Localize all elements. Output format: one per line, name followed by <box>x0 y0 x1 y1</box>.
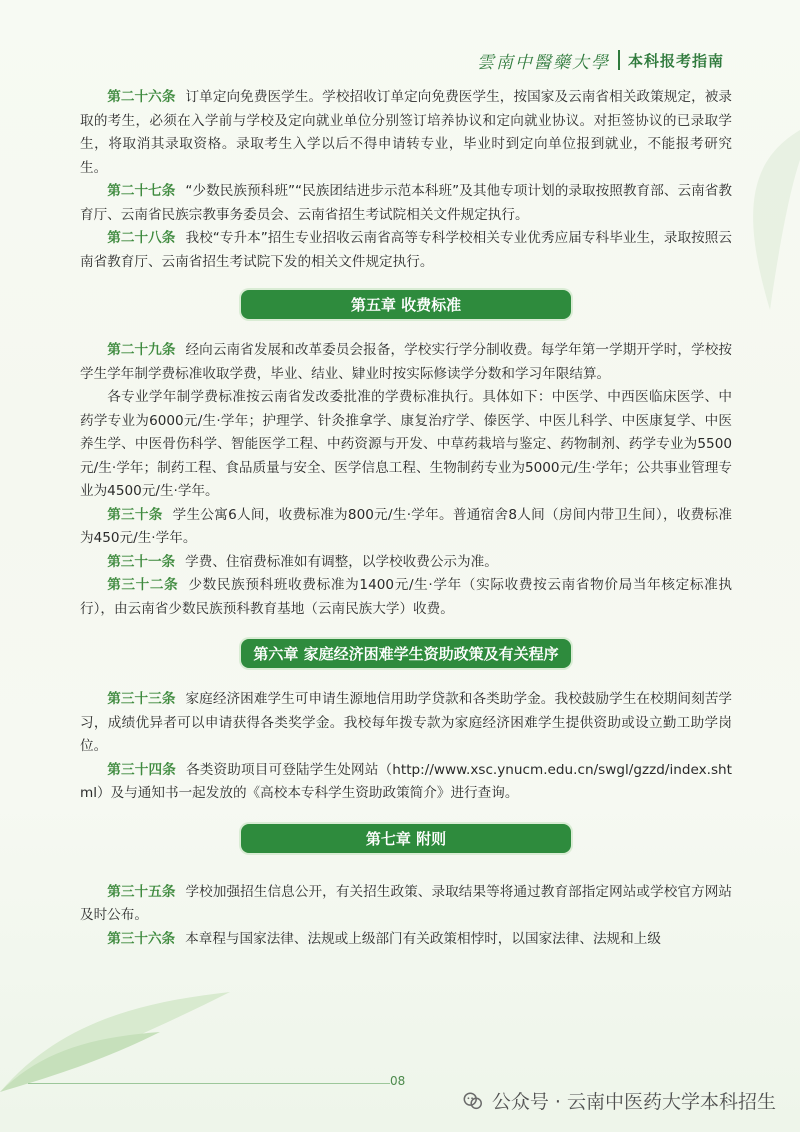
article-label: 第三十二条 <box>107 577 179 593</box>
article-text: 少数民族预科班收费标准为1400元/生·学年（实际收费按云南省物价局当年核定标准执行），由云南省少数民族预科教育基地（云南民族大学）收费。 <box>80 577 732 617</box>
fee-details <box>80 386 732 504</box>
chapter-6-banner <box>80 639 732 668</box>
article-text: 学生公寓6人间，收费标准为800元/生·学年。普通宿舍8人间（房间内带卫生间），收费标准为450元/生·学年。 <box>80 506 732 546</box>
article-text: 经向云南省发展和改革委员会报备，学校实行学分制收费。每学年第一学期开学时，学校按学生学年制学费标准收取学费，毕业、结业、肄业时按实际修读学分数和学习年限结算。 <box>80 342 733 382</box>
chapter-7-banner <box>80 824 732 853</box>
article-27 <box>80 180 732 227</box>
article-text: 各类资助项目可登陆学生处网站（http://www.xsc.ynucm.edu.cn/swgl/gzzd/index.shtml）及与通知书一起发放的《高校本专科学生资助政策简介》进行查询。 <box>80 761 732 801</box>
page-header <box>477 46 724 74</box>
leaf-decoration <box>0 982 230 1092</box>
article-32 <box>80 574 732 621</box>
page-number: 08 <box>390 1074 406 1088</box>
article-28 <box>80 227 732 274</box>
chapter-5-banner <box>80 290 732 319</box>
article-text: 本章程与国家法律、法规或上级部门有关政策相悖时，以国家法律、法规和上级 <box>185 930 661 947</box>
article-label: 第三十三条 <box>107 691 176 707</box>
article-label: 第二十九条 <box>107 342 176 358</box>
wechat-watermark <box>462 1087 776 1114</box>
article-text: 我校“专升本”招生专业招收云南省高等专科学校相关专业优秀应届专科毕业生，录取按照云南省教育厅、云南省招生考试院下发的相关文件规定执行。 <box>80 230 732 270</box>
article-text: “少数民族预科班”“民族团结进步示范本科班”及其他专项计划的录取按照教育部、云南省教育厅、云南省民族宗教事务委员会、云南省招生考试院相关文件规定执行。 <box>80 183 732 223</box>
article-label: 第三十五条 <box>107 883 176 900</box>
article-label: 第三十六条 <box>107 930 176 947</box>
article-34 <box>80 759 732 806</box>
chapter-title: 第六章 家庭经济困难学生资助政策及有关程序 <box>241 639 571 668</box>
fee-details-text: 各专业学年制学费标准按云南省发改委批准的学费标准执行。具体如下：中医学、中西医临床医学、中药学专业为6000元/生·学年；护理学、针灸推拿学、康复治疗学、傣医学、中医儿科学、中医康复学、中医养生学、中医骨伤科学、智能医学工程、中药资源与开发、中草药栽培与鉴定、药物制剂、药学专业为5500元/生·学年；制药工程、食品质量与安全、医学信息工程、生物制药专业为5000元/生·学年；公共事业管理专业为4500元/生·学年。 <box>80 389 732 499</box>
article-text: 学费、住宿费标准如有调整，以学校收费公示为准。 <box>185 553 498 570</box>
wechat-icon <box>462 1090 484 1112</box>
document-body <box>80 86 732 951</box>
article-text: 学校加强招生信息公开，有关招生政策、录取结果等将通过教育部指定网站或学校官方网站及时公布。 <box>80 883 733 923</box>
watermark-text: 公众号 · 云南中医药大学本科招生 <box>491 1091 776 1113</box>
article-label: 第二十八条 <box>107 230 176 246</box>
chapter-title: 第五章 收费标准 <box>241 290 571 319</box>
article-35 <box>80 881 732 928</box>
article-30 <box>80 504 732 551</box>
article-label: 第二十七条 <box>107 183 176 199</box>
article-33 <box>80 688 732 759</box>
article-29 <box>80 339 732 386</box>
header-divider <box>618 50 620 70</box>
article-text: 家庭经济困难学生可申请生源地信用助学贷款和各类助学金。我校鼓励学生在校期间刻苦学习，成绩优异者可以申请获得各类奖学金。我校每年拨专款为家庭经济困难学生提供资助或设立勤工助学岗位。 <box>80 691 733 754</box>
article-label: 第三十四条 <box>107 761 176 778</box>
article-label: 第三十条 <box>107 506 163 523</box>
article-36 <box>80 928 732 952</box>
chapter-title: 第七章 附则 <box>241 824 571 853</box>
article-text: 订单定向免费医学生。学校招收订单定向免费医学生，按国家及云南省相关政策规定，被录取的考生，必须在入学前与学校及定向就业单位分别签订培养协议和定向就业协议。对拒签协议的已录取学生，将取消其录取资格。录取考生入学以后不得申请转专业，毕业时到定向单位报到就业，不能报考研究生。 <box>80 89 733 176</box>
article-26 <box>80 86 732 180</box>
article-label: 第三十一条 <box>107 553 176 570</box>
university-logo-text: 雲南中醫藥大學 <box>476 52 610 73</box>
article-label: 第二十六条 <box>107 89 176 105</box>
footer-rule <box>28 1083 390 1084</box>
guide-title: 本科报考指南 <box>627 51 724 70</box>
article-31 <box>80 551 732 575</box>
